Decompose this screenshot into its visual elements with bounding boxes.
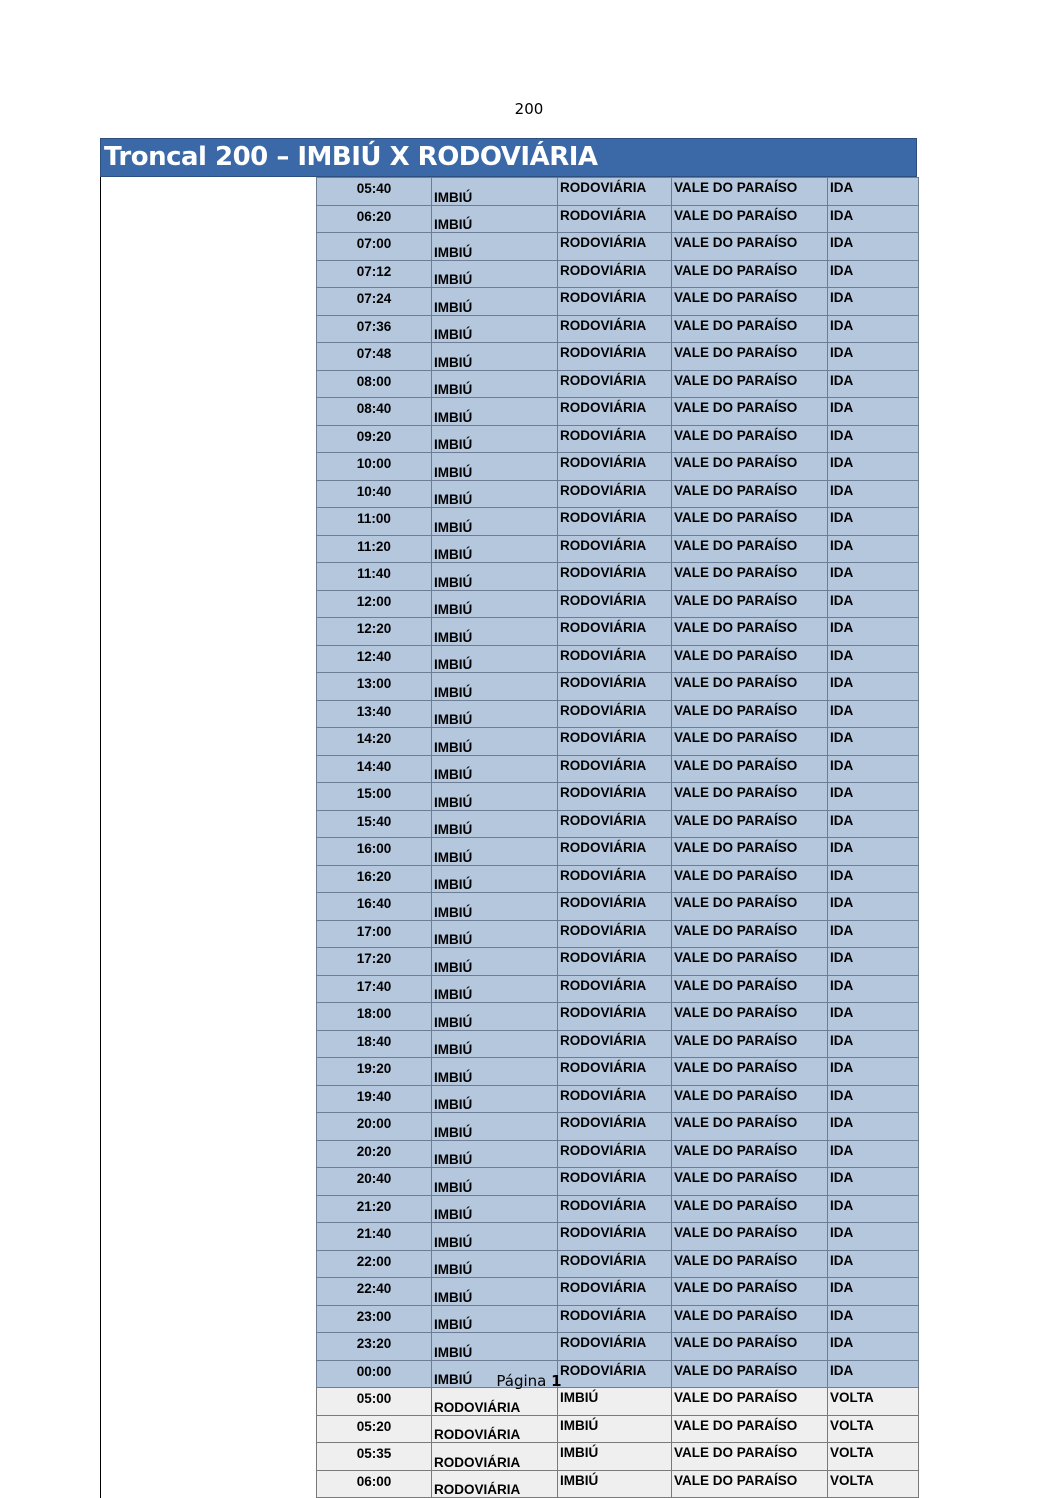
direction-cell: IDA <box>828 233 919 261</box>
table-row <box>317 563 919 591</box>
via-cell: VALE DO PARAÍSO <box>672 288 828 316</box>
departure-time: 23:00 <box>317 1305 432 1333</box>
departure-time: 00:00 <box>317 1360 432 1388</box>
direction-cell: IDA <box>828 1113 919 1141</box>
departure-time: 10:00 <box>317 453 432 481</box>
table-row <box>317 480 919 508</box>
direction-cell: IDA <box>828 673 919 701</box>
destination-cell: RODOVIÁRIA <box>558 233 672 261</box>
origin-cell: IMBIÚ <box>432 233 558 261</box>
departure-time: 09:20 <box>317 425 432 453</box>
departure-time: 18:40 <box>317 1030 432 1058</box>
departure-time: 11:40 <box>317 563 432 591</box>
direction-cell: IDA <box>828 1058 919 1086</box>
origin-cell: IMBIÚ <box>432 1195 558 1223</box>
via-cell: VALE DO PARAÍSO <box>672 1223 828 1251</box>
origin-cell: IMBIÚ <box>432 673 558 701</box>
destination-cell: RODOVIÁRIA <box>558 810 672 838</box>
origin-cell: IMBIÚ <box>432 618 558 646</box>
via-cell: VALE DO PARAÍSO <box>672 1113 828 1141</box>
departure-time: 21:40 <box>317 1223 432 1251</box>
table-row <box>317 893 919 921</box>
direction-cell: IDA <box>828 343 919 371</box>
departure-time: 07:00 <box>317 233 432 261</box>
table-row <box>317 260 919 288</box>
origin-cell: RODOVIÁRIA <box>432 1443 558 1471</box>
via-cell: VALE DO PARAÍSO <box>672 673 828 701</box>
destination-cell: RODOVIÁRIA <box>558 508 672 536</box>
table-row <box>317 920 919 948</box>
table-row <box>317 645 919 673</box>
direction-cell: IDA <box>828 1333 919 1361</box>
departure-time: 22:00 <box>317 1250 432 1278</box>
departure-time: 08:40 <box>317 398 432 426</box>
destination-cell: RODOVIÁRIA <box>558 1250 672 1278</box>
origin-cell: IMBIÚ <box>432 755 558 783</box>
destination-cell: RODOVIÁRIA <box>558 728 672 756</box>
direction-cell: IDA <box>828 1003 919 1031</box>
route-title: Troncal 200 – IMBIÚ X RODOVIÁRIA <box>100 138 917 177</box>
origin-cell: IMBIÚ <box>432 1250 558 1278</box>
via-cell: VALE DO PARAÍSO <box>672 1415 828 1443</box>
origin-cell: IMBIÚ <box>432 1360 558 1388</box>
table-row <box>317 425 919 453</box>
direction-cell: IDA <box>828 645 919 673</box>
destination-cell: RODOVIÁRIA <box>558 590 672 618</box>
origin-cell: IMBIÚ <box>432 728 558 756</box>
destination-cell: RODOVIÁRIA <box>558 398 672 426</box>
table-row <box>317 1470 919 1498</box>
via-cell: VALE DO PARAÍSO <box>672 315 828 343</box>
origin-cell: IMBIÚ <box>432 810 558 838</box>
table-row <box>317 1305 919 1333</box>
origin-cell: IMBIÚ <box>432 1223 558 1251</box>
destination-cell: IMBIÚ <box>558 1388 672 1416</box>
via-cell: VALE DO PARAÍSO <box>672 1388 828 1416</box>
direction-cell: IDA <box>828 975 919 1003</box>
via-cell: VALE DO PARAÍSO <box>672 755 828 783</box>
direction-cell: IDA <box>828 398 919 426</box>
origin-cell: IMBIÚ <box>432 975 558 1003</box>
via-cell: VALE DO PARAÍSO <box>672 1278 828 1306</box>
destination-cell: RODOVIÁRIA <box>558 920 672 948</box>
destination-cell: RODOVIÁRIA <box>558 1058 672 1086</box>
departure-time: 15:00 <box>317 783 432 811</box>
origin-cell: IMBIÚ <box>432 260 558 288</box>
departure-time: 16:40 <box>317 893 432 921</box>
destination-cell: RODOVIÁRIA <box>558 893 672 921</box>
table-row <box>317 1085 919 1113</box>
table-row <box>317 1058 919 1086</box>
via-cell: VALE DO PARAÍSO <box>672 810 828 838</box>
origin-cell: IMBIÚ <box>432 343 558 371</box>
destination-cell: RODOVIÁRIA <box>558 535 672 563</box>
sheet-header: 200 <box>514 100 544 118</box>
origin-cell: IMBIÚ <box>432 838 558 866</box>
destination-cell: RODOVIÁRIA <box>558 948 672 976</box>
via-cell: VALE DO PARAÍSO <box>672 1085 828 1113</box>
via-cell: VALE DO PARAÍSO <box>672 535 828 563</box>
direction-cell: IDA <box>828 948 919 976</box>
table-row <box>317 865 919 893</box>
origin-cell: IMBIÚ <box>432 893 558 921</box>
departure-time: 07:24 <box>317 288 432 316</box>
direction-cell: IDA <box>828 508 919 536</box>
origin-cell: IMBIÚ <box>432 865 558 893</box>
departure-time: 20:20 <box>317 1140 432 1168</box>
departure-time: 13:00 <box>317 673 432 701</box>
departure-time: 05:20 <box>317 1415 432 1443</box>
destination-cell: RODOVIÁRIA <box>558 288 672 316</box>
direction-cell: IDA <box>828 893 919 921</box>
table-row <box>317 728 919 756</box>
direction-cell: IDA <box>828 920 919 948</box>
origin-cell: RODOVIÁRIA <box>432 1470 558 1498</box>
origin-cell: IMBIÚ <box>432 288 558 316</box>
via-cell: VALE DO PARAÍSO <box>672 783 828 811</box>
via-cell: VALE DO PARAÍSO <box>672 260 828 288</box>
departure-time: 12:40 <box>317 645 432 673</box>
origin-cell: IMBIÚ <box>432 1278 558 1306</box>
departure-time: 07:36 <box>317 315 432 343</box>
origin-cell: IMBIÚ <box>432 1168 558 1196</box>
direction-cell: VOLTA <box>828 1470 919 1498</box>
via-cell: VALE DO PARAÍSO <box>672 1003 828 1031</box>
origin-cell: IMBIÚ <box>432 590 558 618</box>
departure-time: 15:40 <box>317 810 432 838</box>
destination-cell: RODOVIÁRIA <box>558 645 672 673</box>
table-row <box>317 618 919 646</box>
direction-cell: IDA <box>828 453 919 481</box>
origin-cell: IMBIÚ <box>432 508 558 536</box>
table-row <box>317 1030 919 1058</box>
direction-cell: IDA <box>828 480 919 508</box>
direction-cell: IDA <box>828 838 919 866</box>
via-cell: VALE DO PARAÍSO <box>672 563 828 591</box>
origin-cell: IMBIÚ <box>432 1003 558 1031</box>
origin-cell: IMBIÚ <box>432 178 558 206</box>
table-row <box>317 315 919 343</box>
destination-cell: RODOVIÁRIA <box>558 425 672 453</box>
destination-cell: RODOVIÁRIA <box>558 1140 672 1168</box>
direction-cell: IDA <box>828 810 919 838</box>
destination-cell: RODOVIÁRIA <box>558 1003 672 1031</box>
direction-cell: IDA <box>828 178 919 206</box>
departure-time: 20:40 <box>317 1168 432 1196</box>
departure-time: 17:20 <box>317 948 432 976</box>
destination-cell: RODOVIÁRIA <box>558 1278 672 1306</box>
destination-cell: IMBIÚ <box>558 1470 672 1498</box>
departure-time: 05:35 <box>317 1443 432 1471</box>
departure-time: 18:00 <box>317 1003 432 1031</box>
origin-cell: IMBIÚ <box>432 563 558 591</box>
direction-cell: IDA <box>828 755 919 783</box>
direction-cell: IDA <box>828 1305 919 1333</box>
table-row <box>317 590 919 618</box>
table-row <box>317 1250 919 1278</box>
destination-cell: RODOVIÁRIA <box>558 1085 672 1113</box>
departure-time: 19:40 <box>317 1085 432 1113</box>
destination-cell: RODOVIÁRIA <box>558 1030 672 1058</box>
destination-cell: RODOVIÁRIA <box>558 205 672 233</box>
direction-cell: IDA <box>828 425 919 453</box>
direction-cell: IDA <box>828 1140 919 1168</box>
origin-cell: IMBIÚ <box>432 700 558 728</box>
via-cell: VALE DO PARAÍSO <box>672 728 828 756</box>
departure-time: 20:00 <box>317 1113 432 1141</box>
via-cell: VALE DO PARAÍSO <box>672 865 828 893</box>
via-cell: VALE DO PARAÍSO <box>672 618 828 646</box>
departure-time: 14:20 <box>317 728 432 756</box>
destination-cell: RODOVIÁRIA <box>558 370 672 398</box>
departure-time: 14:40 <box>317 755 432 783</box>
schedule-table <box>316 177 919 1498</box>
table-row <box>317 1443 919 1471</box>
direction-cell: IDA <box>828 728 919 756</box>
origin-cell: IMBIÚ <box>432 535 558 563</box>
direction-cell: IDA <box>828 563 919 591</box>
table-row <box>317 700 919 728</box>
page-footer <box>0 1372 1058 1390</box>
direction-cell: IDA <box>828 1195 919 1223</box>
destination-cell: RODOVIÁRIA <box>558 673 672 701</box>
departure-time: 11:20 <box>317 535 432 563</box>
direction-cell: IDA <box>828 1030 919 1058</box>
schedule-rows <box>317 178 919 1498</box>
destination-cell: RODOVIÁRIA <box>558 975 672 1003</box>
table-row <box>317 1003 919 1031</box>
departure-time: 23:20 <box>317 1333 432 1361</box>
table-row <box>317 1168 919 1196</box>
departure-time: 21:20 <box>317 1195 432 1223</box>
destination-cell: RODOVIÁRIA <box>558 563 672 591</box>
table-row <box>317 205 919 233</box>
table-row <box>317 1140 919 1168</box>
via-cell: VALE DO PARAÍSO <box>672 1333 828 1361</box>
departure-time: 16:20 <box>317 865 432 893</box>
destination-cell: RODOVIÁRIA <box>558 260 672 288</box>
destination-cell: IMBIÚ <box>558 1443 672 1471</box>
destination-cell: RODOVIÁRIA <box>558 838 672 866</box>
origin-cell: IMBIÚ <box>432 1113 558 1141</box>
table-row <box>317 178 919 206</box>
table-row <box>317 838 919 866</box>
via-cell: VALE DO PARAÍSO <box>672 1030 828 1058</box>
table-row <box>317 535 919 563</box>
direction-cell: IDA <box>828 535 919 563</box>
origin-cell: IMBIÚ <box>432 1058 558 1086</box>
destination-cell: RODOVIÁRIA <box>558 700 672 728</box>
origin-cell: IMBIÚ <box>432 920 558 948</box>
via-cell: VALE DO PARAÍSO <box>672 233 828 261</box>
direction-cell: IDA <box>828 1360 919 1388</box>
departure-time: 07:12 <box>317 260 432 288</box>
departure-time: 05:40 <box>317 178 432 206</box>
direction-cell: IDA <box>828 618 919 646</box>
via-cell: VALE DO PARAÍSO <box>672 893 828 921</box>
via-cell: VALE DO PARAÍSO <box>672 1250 828 1278</box>
direction-cell: IDA <box>828 205 919 233</box>
table-row <box>317 755 919 783</box>
destination-cell: RODOVIÁRIA <box>558 1113 672 1141</box>
origin-cell: IMBIÚ <box>432 948 558 976</box>
destination-cell: RODOVIÁRIA <box>558 1195 672 1223</box>
departure-time: 22:40 <box>317 1278 432 1306</box>
table-row <box>317 1195 919 1223</box>
direction-cell: IDA <box>828 865 919 893</box>
departure-time: 17:00 <box>317 920 432 948</box>
origin-cell: IMBIÚ <box>432 205 558 233</box>
departure-time: 19:20 <box>317 1058 432 1086</box>
destination-cell: RODOVIÁRIA <box>558 618 672 646</box>
table-row <box>317 1113 919 1141</box>
origin-cell: IMBIÚ <box>432 783 558 811</box>
origin-cell: IMBIÚ <box>432 1085 558 1113</box>
page-number: 1 <box>551 1372 562 1390</box>
via-cell: VALE DO PARAÍSO <box>672 1058 828 1086</box>
via-cell: VALE DO PARAÍSO <box>672 1305 828 1333</box>
via-cell: VALE DO PARAÍSO <box>672 838 828 866</box>
origin-cell: IMBIÚ <box>432 645 558 673</box>
direction-cell: VOLTA <box>828 1388 919 1416</box>
destination-cell: RODOVIÁRIA <box>558 1305 672 1333</box>
origin-cell: IMBIÚ <box>432 315 558 343</box>
schedule-body <box>100 177 917 1498</box>
table-row <box>317 343 919 371</box>
via-cell: VALE DO PARAÍSO <box>672 178 828 206</box>
via-cell: VALE DO PARAÍSO <box>672 398 828 426</box>
via-cell: VALE DO PARAÍSO <box>672 1360 828 1388</box>
direction-cell: IDA <box>828 590 919 618</box>
via-cell: VALE DO PARAÍSO <box>672 645 828 673</box>
departure-time: 12:20 <box>317 618 432 646</box>
direction-cell: VOLTA <box>828 1415 919 1443</box>
table-row <box>317 1223 919 1251</box>
via-cell: VALE DO PARAÍSO <box>672 1168 828 1196</box>
via-cell: VALE DO PARAÍSO <box>672 1140 828 1168</box>
origin-cell: IMBIÚ <box>432 480 558 508</box>
origin-cell: IMBIÚ <box>432 1030 558 1058</box>
origin-cell: IMBIÚ <box>432 425 558 453</box>
destination-cell: RODOVIÁRIA <box>558 315 672 343</box>
table-row <box>317 975 919 1003</box>
destination-cell: RODOVIÁRIA <box>558 480 672 508</box>
via-cell: VALE DO PARAÍSO <box>672 205 828 233</box>
departure-time: 07:48 <box>317 343 432 371</box>
via-cell: VALE DO PARAÍSO <box>672 590 828 618</box>
table-row <box>317 1333 919 1361</box>
destination-cell: RODOVIÁRIA <box>558 178 672 206</box>
schedule-sheet <box>100 138 917 1498</box>
departure-time: 12:00 <box>317 590 432 618</box>
table-row <box>317 810 919 838</box>
direction-cell: IDA <box>828 1223 919 1251</box>
origin-cell: RODOVIÁRIA <box>432 1388 558 1416</box>
via-cell: VALE DO PARAÍSO <box>672 370 828 398</box>
direction-cell: IDA <box>828 260 919 288</box>
origin-cell: IMBIÚ <box>432 1333 558 1361</box>
footer-label: Página <box>496 1372 547 1390</box>
destination-cell: IMBIÚ <box>558 1415 672 1443</box>
via-cell: VALE DO PARAÍSO <box>672 948 828 976</box>
origin-cell: IMBIÚ <box>432 398 558 426</box>
departure-time: 08:00 <box>317 370 432 398</box>
destination-cell: RODOVIÁRIA <box>558 783 672 811</box>
table-row <box>317 1388 919 1416</box>
table-row <box>317 233 919 261</box>
departure-time: 16:00 <box>317 838 432 866</box>
table-row <box>317 398 919 426</box>
destination-cell: RODOVIÁRIA <box>558 1168 672 1196</box>
departure-time: 17:40 <box>317 975 432 1003</box>
direction-cell: IDA <box>828 370 919 398</box>
direction-cell: IDA <box>828 700 919 728</box>
departure-time: 05:00 <box>317 1388 432 1416</box>
direction-cell: IDA <box>828 1278 919 1306</box>
departure-time: 13:40 <box>317 700 432 728</box>
table-row <box>317 783 919 811</box>
via-cell: VALE DO PARAÍSO <box>672 975 828 1003</box>
via-cell: VALE DO PARAÍSO <box>672 480 828 508</box>
table-row <box>317 673 919 701</box>
origin-cell: IMBIÚ <box>432 370 558 398</box>
direction-cell: IDA <box>828 315 919 343</box>
table-row <box>317 370 919 398</box>
destination-cell: RODOVIÁRIA <box>558 865 672 893</box>
table-row <box>317 453 919 481</box>
destination-cell: RODOVIÁRIA <box>558 453 672 481</box>
destination-cell: RODOVIÁRIA <box>558 1333 672 1361</box>
via-cell: VALE DO PARAÍSO <box>672 700 828 728</box>
destination-cell: RODOVIÁRIA <box>558 343 672 371</box>
via-cell: VALE DO PARAÍSO <box>672 920 828 948</box>
direction-cell: VOLTA <box>828 1443 919 1471</box>
destination-cell: RODOVIÁRIA <box>558 755 672 783</box>
via-cell: VALE DO PARAÍSO <box>672 453 828 481</box>
table-row <box>317 948 919 976</box>
departure-time: 06:20 <box>317 205 432 233</box>
destination-cell: RODOVIÁRIA <box>558 1360 672 1388</box>
direction-cell: IDA <box>828 1085 919 1113</box>
direction-cell: IDA <box>828 1250 919 1278</box>
via-cell: VALE DO PARAÍSO <box>672 1195 828 1223</box>
table-row <box>317 288 919 316</box>
table-row <box>317 508 919 536</box>
departure-time: 11:00 <box>317 508 432 536</box>
origin-cell: IMBIÚ <box>432 1140 558 1168</box>
table-row <box>317 1278 919 1306</box>
table-row <box>317 1415 919 1443</box>
via-cell: VALE DO PARAÍSO <box>672 1470 828 1498</box>
origin-cell: IMBIÚ <box>432 453 558 481</box>
origin-cell: IMBIÚ <box>432 1305 558 1333</box>
via-cell: VALE DO PARAÍSO <box>672 343 828 371</box>
direction-cell: IDA <box>828 1168 919 1196</box>
via-cell: VALE DO PARAÍSO <box>672 425 828 453</box>
via-cell: VALE DO PARAÍSO <box>672 508 828 536</box>
departure-time: 10:40 <box>317 480 432 508</box>
destination-cell: RODOVIÁRIA <box>558 1223 672 1251</box>
origin-cell: RODOVIÁRIA <box>432 1415 558 1443</box>
departure-time: 06:00 <box>317 1470 432 1498</box>
direction-cell: IDA <box>828 783 919 811</box>
via-cell: VALE DO PARAÍSO <box>672 1443 828 1471</box>
direction-cell: IDA <box>828 288 919 316</box>
